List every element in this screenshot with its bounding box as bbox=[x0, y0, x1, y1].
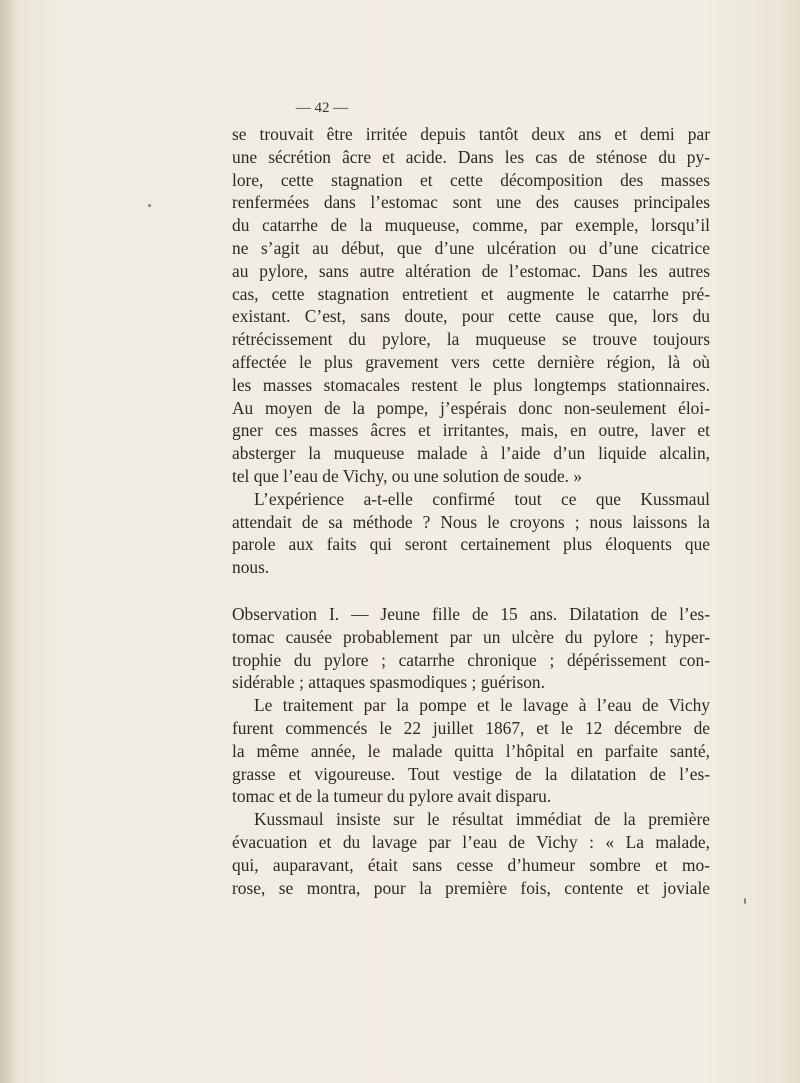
text-line: Observation I. — Jeune fille de 15 ans. Dilatation de l’es- bbox=[232, 603, 710, 624]
text-line: Kussmaul insiste sur le résultat immédiat de la première bbox=[254, 809, 710, 830]
text-line: lore, cette stagnation et cette décomposition des masses bbox=[232, 169, 710, 190]
text-line: parole aux faits qui seront certainement plus éloquents que bbox=[232, 534, 710, 555]
text-line: rose, se montra, pour la première fois, contente et joviale bbox=[232, 877, 710, 898]
text-line: une sécrétion âcre et acide. Dans les cas de sténose du py- bbox=[232, 146, 710, 167]
paragraph-gap bbox=[232, 579, 710, 603]
text-line: Le traitement par la pompe et le lavage à l’eau de Vichy bbox=[254, 695, 710, 716]
text-line: existant. C’est, sans doute, pour cette cause que, lors du bbox=[232, 306, 710, 327]
text-line: Au moyen de la pompe, j’espérais donc non-seulement éloi- bbox=[232, 397, 710, 418]
paper-speck bbox=[148, 204, 151, 207]
text-line: nous. bbox=[232, 557, 270, 578]
text-line: les masses stomacales restent le plus longtemps stationnaires. bbox=[232, 374, 710, 395]
text-line: L’expérience a-t-elle confirmé tout ce que Kussmaul bbox=[254, 488, 710, 509]
text-line: sidérable ; attaques spasmodiques ; guérison. bbox=[232, 672, 545, 693]
text-line: absterger la muqueuse malade à l’aide d’un liquide alcalin, bbox=[232, 443, 710, 464]
text-line: attendait de sa méthode ? Nous le croyons ; nous laissons la bbox=[232, 511, 710, 532]
text-line: se trouvait être irritée depuis tantôt deux ans et demi par bbox=[232, 124, 710, 144]
page-number-text: — 42 — bbox=[295, 100, 349, 116]
text-line: affectée le plus gravement vers cette dernière région, là où bbox=[232, 351, 710, 372]
text-line: la même année, le malade quitta l’hôpital en parfaite santé, bbox=[232, 740, 710, 761]
text-line: cas, cette stagnation entretient et augmente le catarrhe pré- bbox=[232, 283, 710, 304]
text-line: gner ces masses âcres et irritantes, mais, en outre, laver et bbox=[232, 420, 710, 441]
text-line: du catarrhe de la muqueuse, comme, par exemple, lorsqu’il bbox=[232, 215, 710, 236]
text-line: trophie du pylore ; catarrhe chronique ; dépérissement con- bbox=[232, 649, 710, 670]
page-spine-shadow bbox=[0, 0, 14, 1083]
text-line: grasse et vigoureuse. Tout vestige de la dilatation de l’es- bbox=[232, 763, 710, 784]
text-line: ne s’agit au début, que d’une ulcération ou d’une cicatrice bbox=[232, 237, 710, 258]
text-line: tel que l’eau de Vichy, ou une solution de soude. » bbox=[232, 465, 583, 486]
text-line: tomac causée probablement par un ulcère du pylore ; hyper- bbox=[232, 626, 710, 647]
text-line: renfermées dans l’estomac sont une des causes principales bbox=[232, 192, 710, 213]
text-line: qui, auparavant, était sans cesse d’humeur sombre et mo- bbox=[232, 854, 710, 875]
page-number bbox=[0, 100, 722, 117]
text-line: rétrécissement du pylore, la muqueuse se trouve toujours bbox=[232, 329, 710, 350]
text-line: au pylore, sans autre altération de l’estomac. Dans les autres bbox=[232, 260, 710, 281]
paper-speck bbox=[744, 898, 746, 904]
text-line: tomac et de la tumeur du pylore avait disparu. bbox=[232, 786, 552, 807]
text-line: furent commencés le 22 juillet 1867, et le 12 décembre de bbox=[232, 717, 710, 738]
body-text bbox=[232, 123, 710, 899]
text-line: évacuation et du lavage par l’eau de Vichy : « La malade, bbox=[232, 831, 710, 852]
